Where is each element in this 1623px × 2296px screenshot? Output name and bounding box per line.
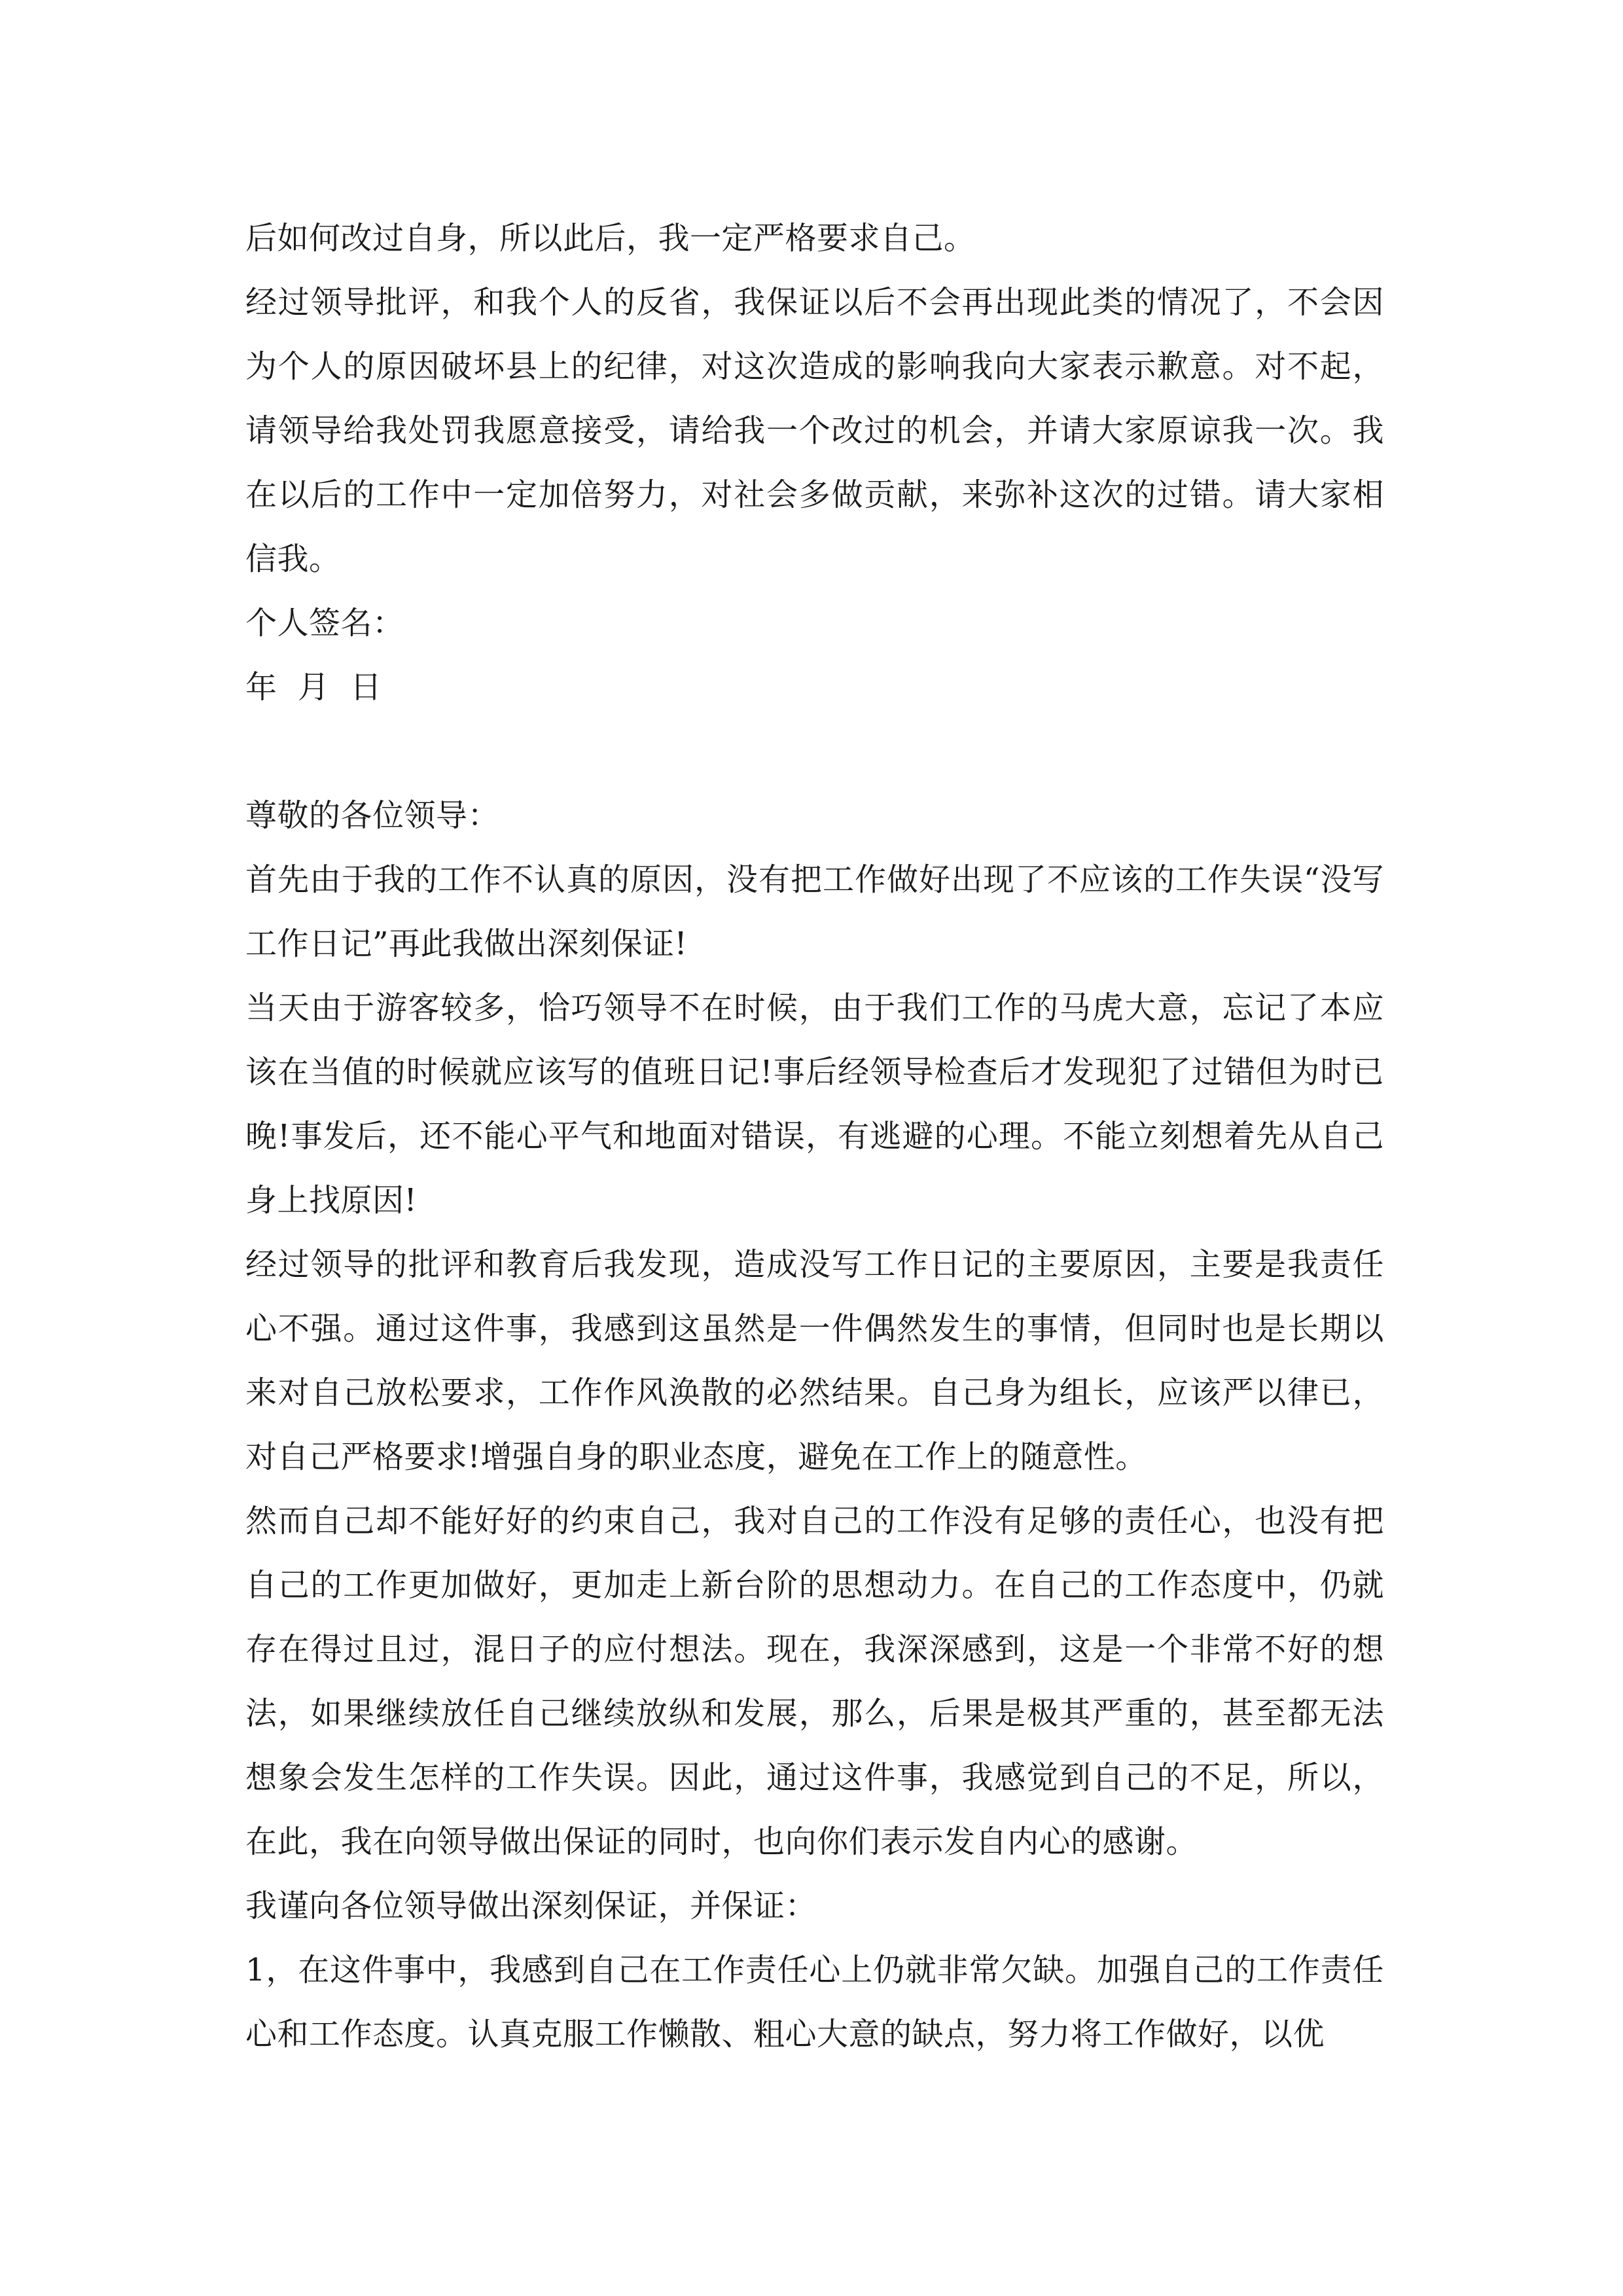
document-body [245,206,1384,2066]
paragraph-guarantee: 经过领导批评，和我个人的反省，我保证以后不会再出现此类的情况了，不会因为个人的原因破坏县上的纪律，对这次造成的影响我向大家表示歉意。对不起，请领导给我处罚我愿意接受，请给我一个改过的机会，并请大家原谅我一次。我在以后的工作中一定加倍努力，对社会多做贡献，来弥补这次的过错。请大家相信我。 [245,284,1384,577]
signature-label: 个人签名： [245,605,404,641]
salutation: 尊敬的各位领导： [245,797,500,834]
paragraph-incident: 当天由于游客较多，恰巧领导不在时候，由于我们工作的马虎大意，忘记了本应该在当值的时候就应该写的值班日记!事后经领导检查后才发现犯了过错但为时已晚!事发后，还不能心平气和地面对错误，有逃避的心理。不能立刻想着先从自己身上找原因! [245,990,1384,1219]
paragraph-cause: 经过领导的批评和教育后我发现，造成没写工作日记的主要原因，主要是我责任心不强。通过这件事，我感到这虽然是一件偶然发生的事情，但同时也是长期以来对自己放松要求，工作作风涣散的必然结果。自己身为组长，应该严以律已，对自己严格要求!增强自身的职业态度，避免在工作上的随意性。 [245,1246,1384,1475]
paragraph-intro: 首先由于我的工作不认真的原因，没有把工作做好出现了不应该的工作失误“没写工作日记”再此我做出深刻保证! [245,861,1384,962]
paragraph-reflection: 然而自己却不能好好的约束自己，我对自己的工作没有足够的责任心，也没有把自己的工作更加做好，更加走上新台阶的思想动力。在自己的工作态度中，仍就存在得过且过，混日子的应付想法。现在，我深深感到，这是一个非常不好的想法，如果继续放任自己继续放纵和发展，那么，后果是极其严重的，甚至都无法想象会发生怎样的工作失误。因此，通过这件事，我感觉到自己的不足，所以，在此，我在向领导做出保证的同时，也向你们表示发自内心的感谢。 [245,1503,1384,1860]
paragraph-pledge-1: 1，在这件事中，我感到自己在工作责任心上仍就非常欠缺。加强自己的工作责任心和工作态度。认真克服工作懒散、粗心大意的缺点，努力将工作做好，以优 [245,1952,1384,2053]
paragraph-continuation: 后如何改过自身，所以此后，我一定严格要求自己。 [245,220,976,257]
paragraph-pledge-intro: 我谨向各位领导做出深刻保证，并保证： [245,1888,817,1924]
date-line: 年 月 日 [245,669,382,706]
section-gap [245,719,1384,783]
